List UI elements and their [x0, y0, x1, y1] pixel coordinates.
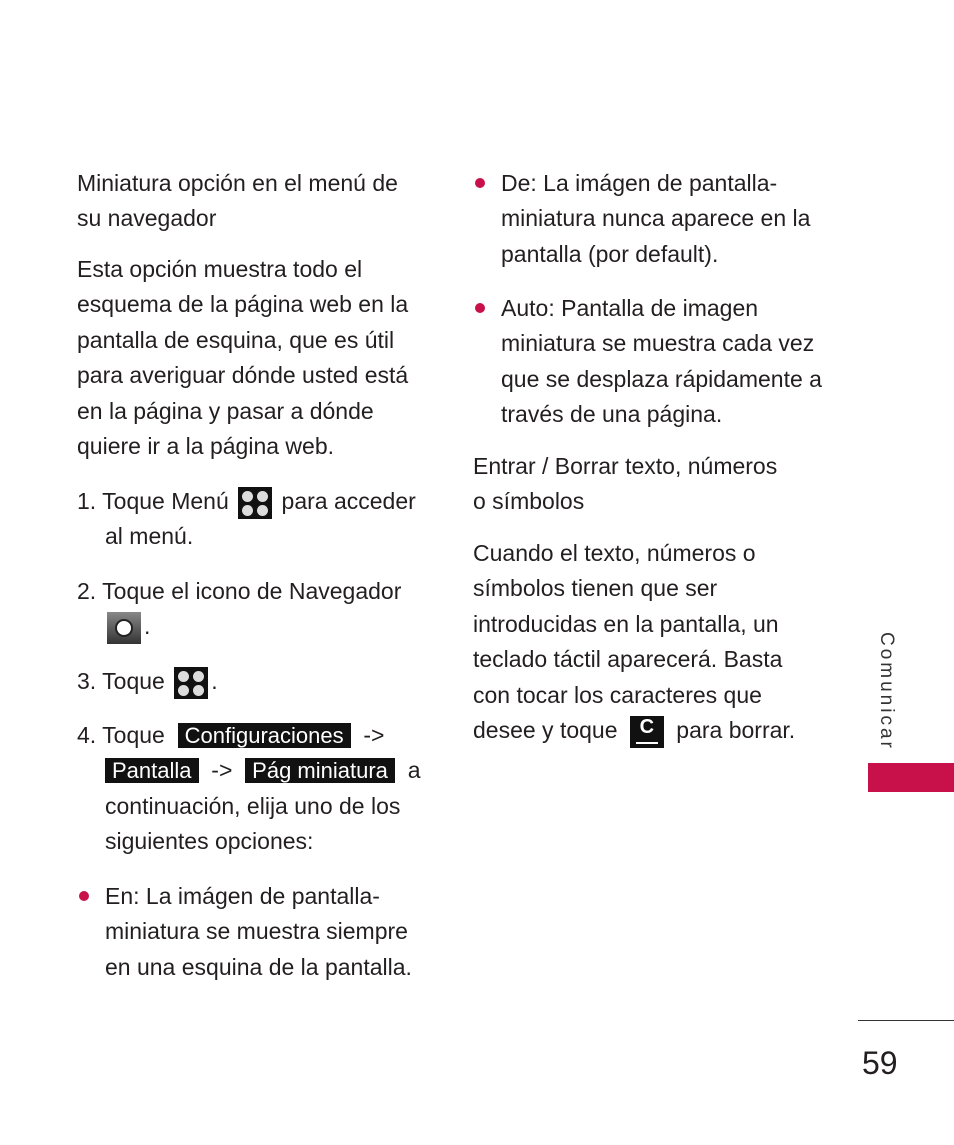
bullet-term: De [501, 170, 531, 196]
step-text: 2. Toque el icono de Navegador [77, 578, 402, 604]
arrow: -> [363, 722, 385, 748]
bullet-text: través de una página. [501, 401, 723, 428]
bullet-text: pantalla (por default). [501, 240, 719, 267]
arrow: -> [211, 757, 233, 784]
para-line: introducidas en la pantalla, un [473, 610, 779, 637]
side-tab-label: Comunicar [876, 632, 897, 751]
bullet-text: miniatura se muestra siempre [105, 918, 408, 945]
configuraciones-label: Configuraciones [178, 723, 351, 748]
intro-paragraph [77, 252, 408, 464]
bullet-text: miniatura se muestra cada vez [501, 330, 815, 357]
step-text: a [407, 757, 421, 784]
text-entry-paragraph [473, 536, 795, 748]
step-1 [77, 484, 416, 555]
footer-divider [858, 1020, 954, 1021]
para-text: para borrar. [676, 716, 796, 743]
heading-line: Miniatura opción en el menú de [77, 170, 398, 196]
para-line: en la página y pasar a dónde [77, 397, 374, 424]
step-4 [77, 718, 421, 860]
page-number: 59 [862, 1045, 898, 1081]
heading-line: Entrar / Borrar texto, números [473, 453, 778, 479]
para-line: símbolos tienen que ser [473, 575, 718, 602]
bullet-text: miniatura nunca aparece en la [501, 205, 811, 232]
bullet-icon [79, 891, 89, 901]
para-line: pantalla de esquina, que es útil [77, 326, 395, 353]
bullet-text: : La imágen de pantalla- [133, 883, 380, 909]
step-text: 4. Toque [77, 722, 165, 748]
bullet-term: Auto [501, 295, 549, 321]
bullet-icon [475, 178, 485, 188]
heading-line: o símbolos [473, 488, 585, 515]
bullet-text: : La imágen de pantalla- [530, 170, 778, 196]
bullet-en [105, 879, 412, 985]
step-text: 3. Toque [77, 668, 165, 694]
clear-icon-letter: C [639, 715, 655, 738]
bullet-text: que se desplaza rápidamente a [501, 365, 822, 392]
para-line: Esta opción muestra todo el [77, 256, 363, 282]
para-text: desee y toque [473, 716, 618, 743]
menu-icon [174, 667, 208, 699]
section-marker-bar [868, 763, 954, 792]
step-text: para acceder [281, 488, 416, 514]
step-text: . [211, 668, 218, 694]
bullet-icon [475, 303, 485, 313]
para-line: para averiguar dónde usted está [77, 362, 409, 389]
step-text: 1. Toque Menú [77, 488, 229, 514]
bullet-term: En [105, 883, 134, 909]
browser-globe-icon [107, 612, 141, 644]
step-text: siguientes opciones: [105, 828, 314, 855]
para-line: Cuando el texto, números o [473, 540, 756, 566]
step-text: continuación, elija uno de los [105, 792, 401, 819]
section-heading [473, 449, 777, 520]
step-text: . [144, 613, 151, 640]
bullet-auto [501, 291, 822, 433]
heading-line: su navegador [77, 205, 217, 232]
step-text: al menú. [105, 523, 194, 550]
bullet-text: en una esquina de la pantalla. [105, 953, 412, 980]
bullet-de [501, 166, 810, 272]
bullet-text: : Pantalla de imagen [548, 295, 759, 321]
menu-icon [238, 487, 272, 519]
pantalla-label: Pantalla [105, 758, 199, 783]
step-2 [77, 574, 401, 645]
step-3 [77, 664, 218, 699]
para-line: con tocar los caracteres que [473, 681, 762, 708]
para-line: esquema de la página web en la [77, 291, 409, 318]
section-heading [77, 166, 398, 237]
para-line: teclado táctil aparecerá. Basta [473, 646, 783, 673]
para-line: quiere ir a la página web. [77, 432, 334, 459]
clear-backspace-icon [630, 716, 664, 748]
pag-miniatura-label: Pág miniatura [245, 758, 395, 783]
side-tab [868, 632, 908, 752]
